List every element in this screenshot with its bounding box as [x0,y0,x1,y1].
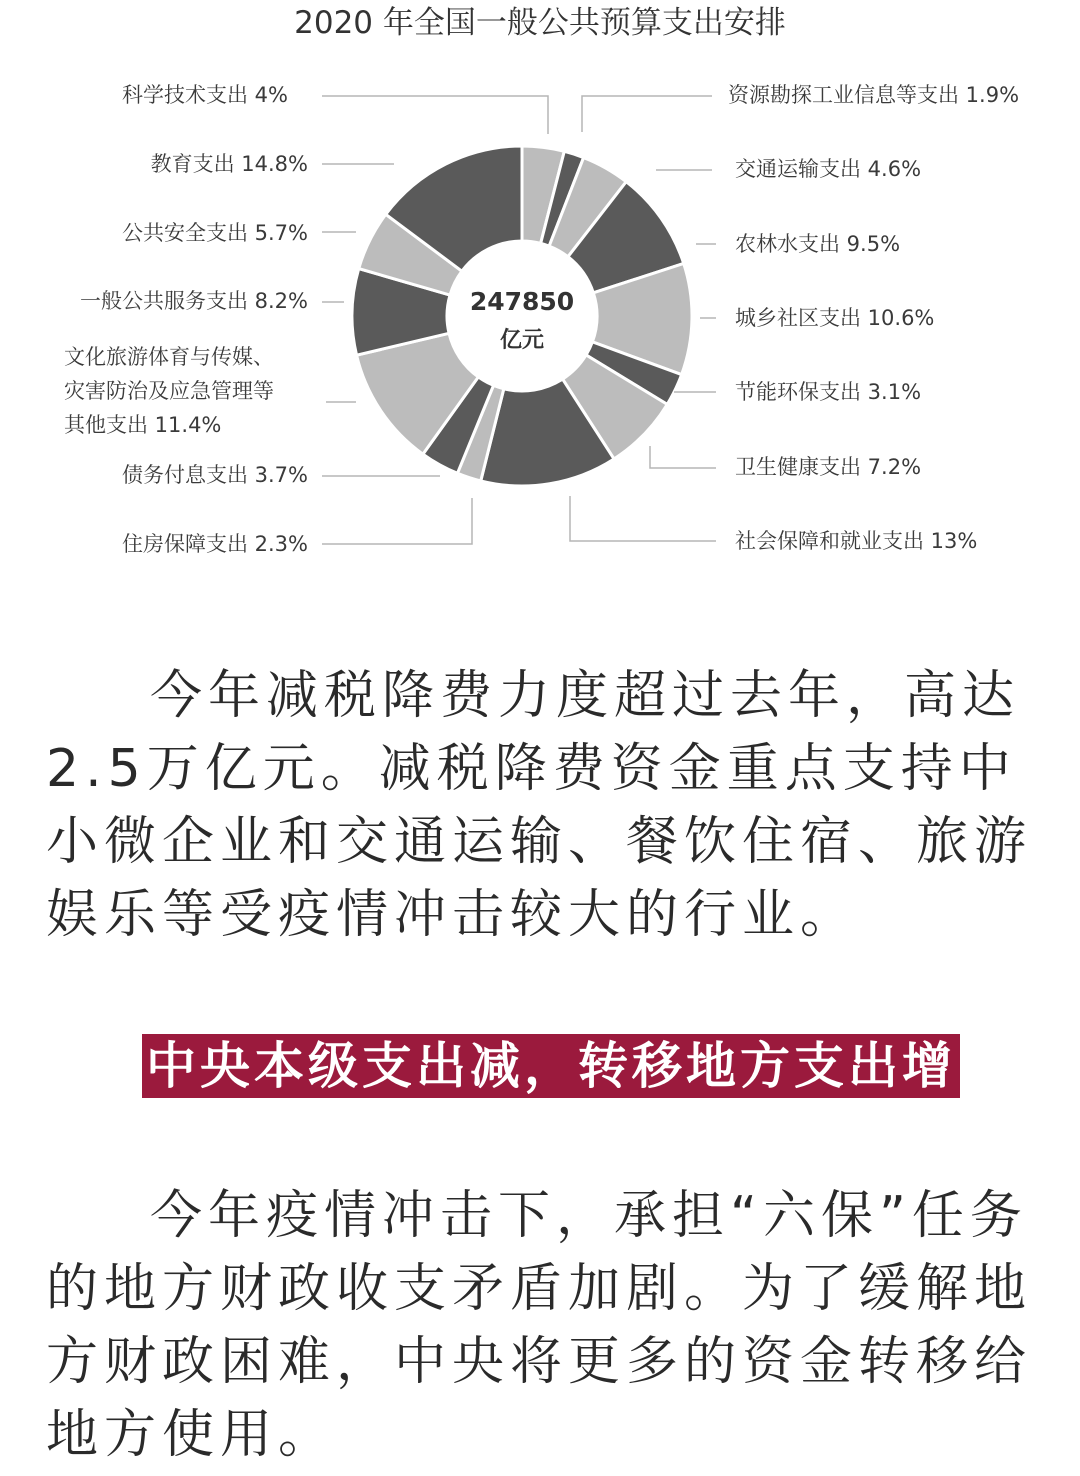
paragraph-2-text: 今年疫情冲击下，承担“六保”任务的地方财政收支矛盾加剧。为了缓解地方财政困难，中央将更多的资金转移给地方使用。 [46,1186,1033,1465]
center-total-unit: 亿元 [499,328,545,353]
article-paragraph-2 [46,1180,1036,1472]
slice-label-5: 城乡社区支出 10.6% [735,306,935,330]
article-paragraph-1 [46,660,1036,952]
paragraph-1-text: 今年减税降费力度超过去年，高达2.5万亿元。减税降费资金重点支持中小微企业和交通运输、餐饮住宿、旅游娱乐等受疫情冲击较大的行业。 [46,666,1033,945]
slice-label-1: 科学技术支出 4% [122,83,288,107]
slice-label-9: 住房保障支出 2.3% [121,532,308,556]
slice-label-3: 交通运输支出 4.6% [735,157,922,181]
leader-line-8 [570,496,716,541]
slice-label-8: 社会保障和就业支出 13% [735,529,978,553]
pie-chart-svg [0,0,1080,600]
center-total-value: 247850 [469,287,575,316]
slice-label-12: 一般公共服务支出 8.2% [79,289,308,313]
section-heading: 中央本级支出减，转移地方支出增 [142,1034,960,1098]
leader-line-7 [650,446,716,468]
leader-line-1 [322,96,548,134]
donut-hole [447,241,597,391]
slice-label-14: 教育支出 14.8% [150,152,308,176]
leader-line-9 [322,498,472,544]
slice-label-7: 卫生健康支出 7.2% [735,455,922,479]
slice-label-11: 文化旅游体育与传媒、灾害防治及应急管理等其他支出 11.4% [64,345,274,437]
chart-title: 2020 年全国一般公共预算支出安排 [294,5,786,41]
budget-pie-chart [0,0,1080,600]
slice-label-6: 节能环保支出 3.1% [735,380,922,404]
slice-label-10: 债务付息支出 3.7% [121,463,308,487]
leader-line-2 [582,96,712,132]
slice-label-4: 农林水支出 9.5% [735,232,901,256]
slice-label-13: 公共安全支出 5.7% [121,221,308,245]
slice-label-2: 资源勘探工业信息等支出 1.9% [728,83,1020,107]
